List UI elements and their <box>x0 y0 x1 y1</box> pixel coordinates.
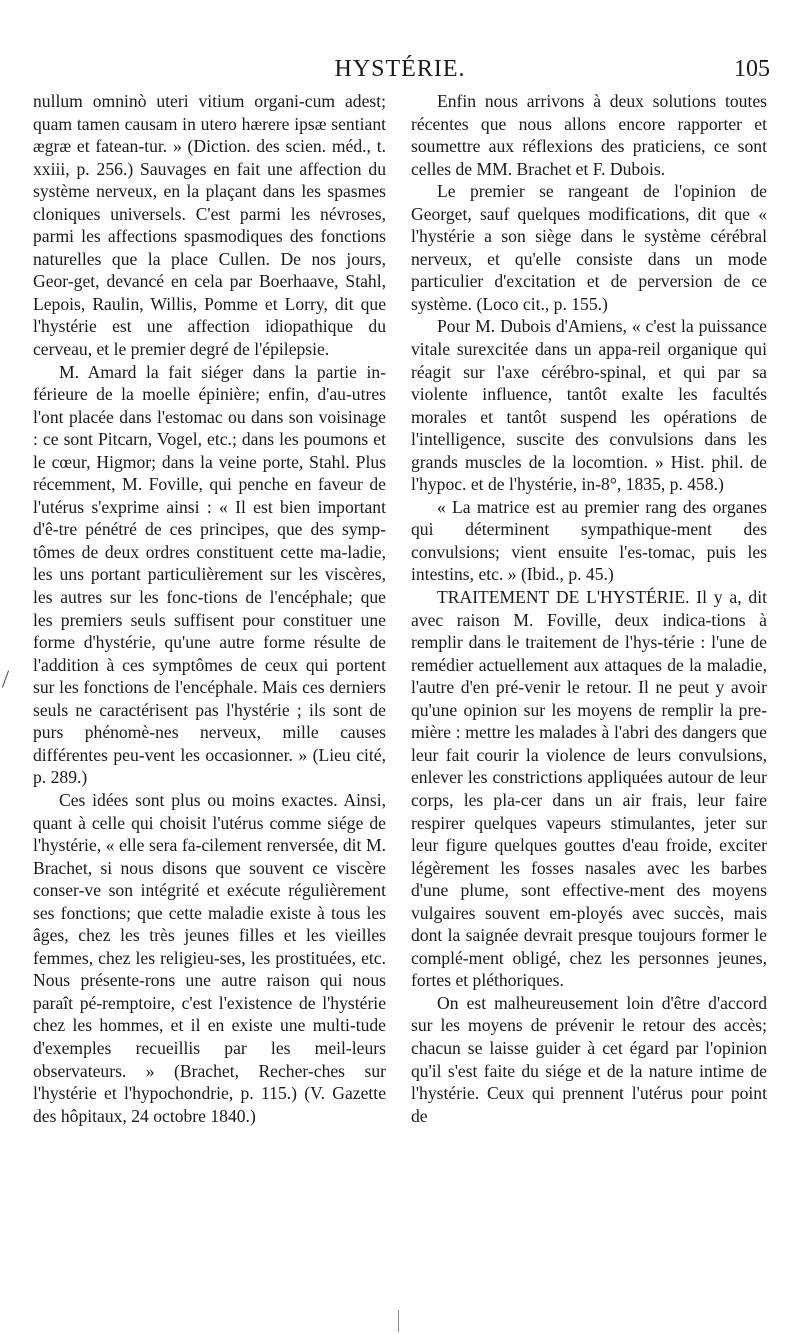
page-number: 105 <box>734 56 770 82</box>
page-header <box>0 56 800 86</box>
margin-pencil-mark <box>2 670 9 687</box>
paragraph: Le premier se rangeant de l'opinion de Georget, sauf quelques modifications, dit que « l'hystérie a son siège dans le système cérébral nerveux, et qu'elle consiste dans un mode particulier d'excitation et de perversion de ce système. (Loco cit., p. 155.) <box>411 181 767 314</box>
running-head: HYSTÉRIE. <box>334 56 466 82</box>
paragraph: « La matrice est au premier rang des organes qui déterminent sympathique-ment des convulsions; vient ensuite l'es-tomac, puis les intestins, etc. » (Ibid., p. 45.) <box>411 496 767 585</box>
paragraph: M. Amard la fait siéger dans la partie in-férieure de la moelle épinière; enfin, d'au-utres l'ont placée dans l'estomac ou dans son voisinage : ce sont Pitcarn, Vogel, etc.; dans les poumons et le cœur, Higmor; dans la veine porte, Stahl. Plus récemment, M. Foville, qui penche en faveur de l'utérus s'exprime ainsi : « Il est bien important d'ê-tre pénétré de ces principes, que des symp-tômes de deux ordres constituent cette ma-ladie, les uns portant particulièrement sur les viscères, les autres sur les fonc-tions de l'encéphale; que les premiers seuls suffisent pour constituer une forme d'hystérie, qu'une autre forme résulte de l'addition à ces symptômes de ceux qui portent sur les fonctions de l'encéphale. Mais ces derniers seuls ne caractérisent pas l'hystérie ; ils sont de purs phénomè-nes nerveux, mille causes différentes peu-vent les occasionner. » (Lieu cité, p. 289.) <box>33 361 386 788</box>
left-column <box>33 90 386 1127</box>
paragraph: On est malheureusement loin d'être d'accord sur les moyens de prévenir le retour des accès; chacun se laisse guider à cet égard par l'opinion qu'il s'est faite du siége et de la nature intime de l'hystérie. Ceux qui prennent l'utérus pour point de <box>411 992 767 1126</box>
paragraph: Enfin nous arrivons à deux solutions toutes récentes que nous allons encore rapporter et soumettre aux réflexions des praticiens, ce sont celles de MM. Brachet et F. Dubois. <box>411 91 767 179</box>
right-column <box>411 90 767 1127</box>
column-rule <box>398 1310 399 1332</box>
paragraph: nullum omninò uteri vitium organi-cum adest; quam tamen causam in utero hærere ipsæ sentiant ægræ et fatean-tur. » (Diction. des scien. méd., t. xxiii, p. 256.) Sauvages en fait une affection du système nerveux, en la plaçant dans les spasmes cloniques universels. C'est parmi les névroses, parmi les affections spasmodiques des fonctions naturelles que la place Cullen. De nos jours, Geor-get, devancé en cela par Boerhaave, Stahl, Lepois, Raulin, Willis, Pomme et Lorry, dit que l'hystérie est une affection idiopathique du cerveau, et le premier degré de l'épilepsie. <box>33 91 386 360</box>
paragraph: TRAITEMENT DE L'HYSTÉRIE. Il y a, dit avec raison M. Foville, deux indica-tions à remplir dans le traitement de l'hys-térie : l'une de remédier actuellement aux attaques de la maladie, l'autre d'en pré-venir le retour. Il ne peut y avoir qu'une opinion sur les moyens de remplir la pre-mière : mettre les malades à l'abri des dangers que leur fait courir la violence de leurs convulsions, enlever les constrictions appliquées autour de leur corps, les pla-cer dans un air frais, leur faire respirer quelques vapeurs stimulantes, jeter sur leur figure quelques gouttes d'eau froide, exciter légèrement les fosses nasales avec les barbes d'une plume, sont effective-ment des moyens vulgaires souvent em-ployés avec succès, mais dont la saignée devrait presque toujours former le complé-ment obligé, chez les personnes jeunes, fortes et pléthoriques. <box>411 587 767 991</box>
paragraph: Pour M. Dubois d'Amiens, « c'est la puissance vitale surexcitée dans un appa-reil organique qui réagit sur l'axe cérébro-spinal, et qui par sa violente influence, tantôt exalte les facultés morales et tantôt suspend les opérations de l'intelligence, suscite des convulsions dans les grands muscles de la locomtion. » Hist. phil. de l'hypoc. et de l'hystérie, in-8°, 1835, p. 458.) <box>411 316 767 495</box>
paragraph: Ces idées sont plus ou moins exactes. Ainsi, quant à celle qui choisit l'utérus comme siége de l'hystérie, « elle sera fa-cilement renversée, dit M. Brachet, si nous disons que souvent ce viscère conser-ve son intégrité et exécute régulièrement ses fonctions; que cette maladie existe à tous les âges, chez les très jeunes filles et les vieilles femmes, chez les religieu-ses, les prostituées, etc. Nous présente-rons une autre raison qui nous paraît pé-remptoire, c'est l'existence de l'hystérie chez les hommes, et il en existe une multi-tude d'exemples recueillis par les meil-leurs observateurs. » (Brachet, Recher-ches sur l'hystérie et l'hypochondrie, p. 115.) (V. Gazette des hôpitaux, 24 octobre 1840.) <box>33 789 386 1126</box>
